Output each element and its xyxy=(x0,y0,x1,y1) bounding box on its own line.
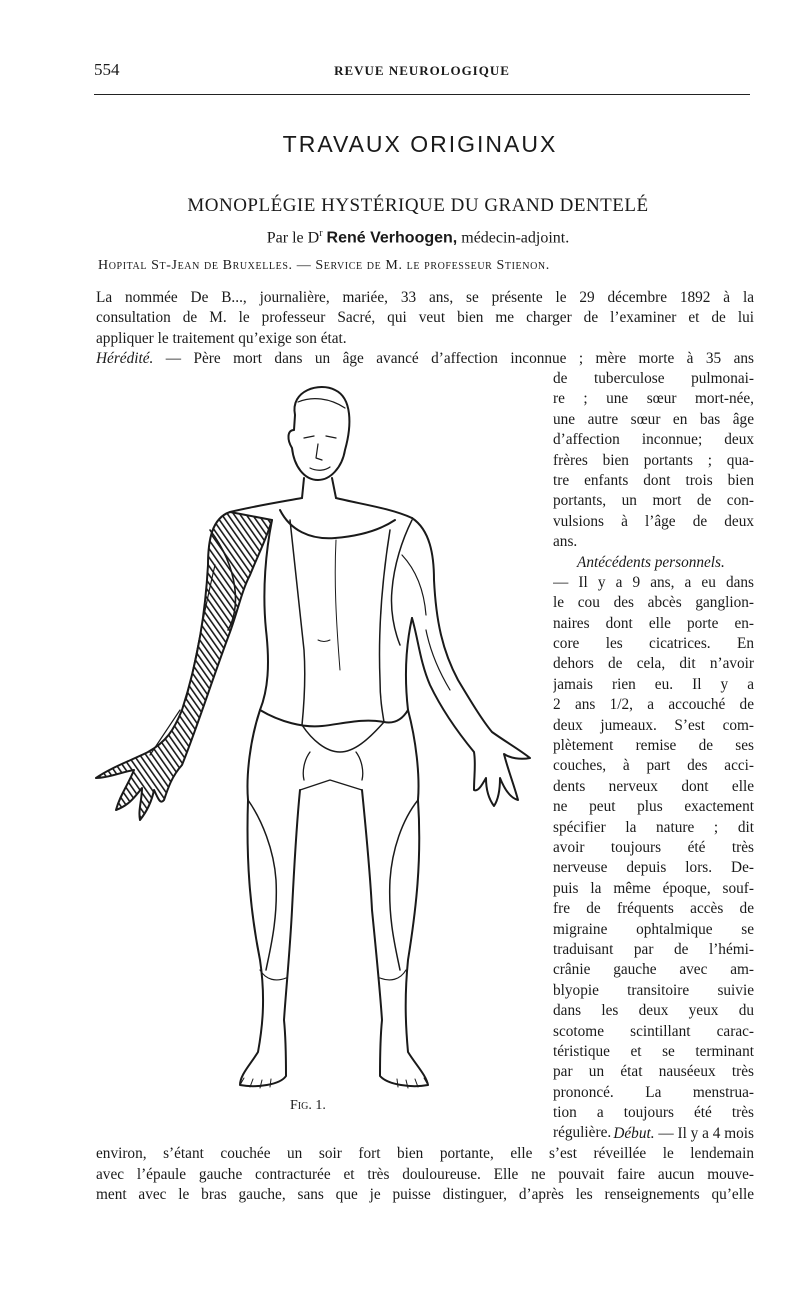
antecedents-label: Antécédents personnels. xyxy=(577,553,725,571)
antecedents-line: 2 ans 1/2, a accouché de xyxy=(553,696,754,714)
heredite-column-line: tre enfants dont trois bien xyxy=(553,471,754,489)
antecedents-line: blyopie transitoire suivie xyxy=(553,981,754,999)
antecedents-line: naires dont elle porte en- xyxy=(553,614,754,632)
byline-sup: r xyxy=(319,228,323,239)
heredite-column-line: d’affection inconnue; deux xyxy=(553,431,754,449)
debut-line: ment avec le bras gauche, sans que je puisse distinguer, d’après les renseignements qu’elle xyxy=(96,1186,754,1204)
antecedents-line: crânie gauche avec am- xyxy=(553,961,754,979)
antecedents-line: avoir toujours été très xyxy=(553,838,754,856)
debut-label: Début. xyxy=(613,1125,655,1142)
antecedents-line: traduisant par de l’hémi- xyxy=(553,940,754,958)
antecedents-line: deux jumeaux. S’est com- xyxy=(553,716,754,734)
antecedents-line: plètement remise de ses xyxy=(553,737,754,755)
intro-line: appliquer le traitement qu’exige son état. xyxy=(96,329,347,347)
header-rule xyxy=(94,94,750,95)
antecedents-line: couches, à part des acci- xyxy=(553,757,754,775)
section-title: TRAVAUX ORIGINAUX xyxy=(282,131,558,157)
heredite-label: Hérédité. xyxy=(96,350,154,367)
antecedents-line: tion a toujours été très xyxy=(553,1104,754,1122)
heredite-column-line: re ; une sœur mort-née, xyxy=(553,390,754,408)
debut-line: avec l’épaule gauche contracturée et très douloureuse. Elle ne pouvait faire aucun mouve- xyxy=(96,1165,754,1183)
debut-line: environ, s’étant couchée un soir fort bien portante, elle s’est réveillée le lendemain xyxy=(96,1145,754,1163)
intro-paragraph xyxy=(96,288,754,349)
heredite-column-line: portants, un mort de con- xyxy=(553,492,754,510)
intro-line: La nommée De B..., journalière, mariée, 33 ans, se présente le 29 décembre 1892 à la xyxy=(96,289,754,306)
antecedents-line: nerveuse depuis lors. De- xyxy=(553,859,754,877)
antecedents-line: dehors de cela, dit n’avoir xyxy=(553,655,754,673)
antecedents-line: par un état nauséeux très xyxy=(553,1063,754,1081)
antecedents-line: téristique et se terminant xyxy=(553,1042,754,1060)
heredite-first-line xyxy=(96,349,754,369)
debut-first-line: — Il y a 4 mois xyxy=(654,1125,754,1142)
debut-lines xyxy=(96,1144,754,1205)
antecedents-line: scotome scintillant carac- xyxy=(553,1022,754,1040)
antecedents-line: dans les deux yeux du xyxy=(553,1002,754,1020)
page-number: 554 xyxy=(94,60,120,79)
antecedents-line: spécifier la nature ; dit xyxy=(553,818,754,836)
heredite-column-line: ans. xyxy=(553,533,578,551)
heredite-text: — Père mort dans un âge avancé d’affection inconnue ; mère morte à 35 ans xyxy=(153,350,754,367)
heredite-column-line: frères bien portants ; qua- xyxy=(553,451,754,469)
antecedents-line: fre de fréquents accès de xyxy=(553,900,754,918)
intro-line: consultation de M. le professeur Sacré, qui veut bien me charger de l’examiner et de lui xyxy=(96,309,754,327)
heredite-column-line: de tuberculose pulmonai- xyxy=(553,370,754,387)
antecedents-line: dents nerveux dont elle xyxy=(553,777,754,795)
antecedents-line: puis la même époque, souf- xyxy=(553,879,754,897)
right-column-text xyxy=(553,369,754,1144)
debut-paragraph xyxy=(96,1124,754,1206)
author-role: médecin-adjoint. xyxy=(461,229,570,247)
journal-title: REVUE NEUROLOGIQUE xyxy=(334,63,510,78)
antecedents-line: jamais rien eu. Il y a xyxy=(553,675,754,693)
article-title: MONOPLÉGIE HYSTÉRIQUE DU GRAND DENTELÉ xyxy=(187,195,649,216)
antecedents-line: prononcé. La menstrua- xyxy=(553,1083,754,1101)
antecedents-line: ne peut plus exactement xyxy=(553,798,754,816)
antecedents-line: régulière. xyxy=(553,1124,612,1142)
byline-prefix: Par le D xyxy=(266,229,320,247)
antecedents-line: core les cicatrices. En xyxy=(553,635,754,653)
running-head xyxy=(94,60,750,82)
figure-caption: Fig. 1. xyxy=(290,1098,326,1113)
heredite-column-line: vulsions à l’âge de deux xyxy=(553,512,754,530)
byline xyxy=(0,228,800,247)
figure-body-diagram xyxy=(90,380,540,1095)
affiliation: Hopital St-Jean de Bruxelles. — Service de M. le professeur Stienon. xyxy=(98,258,550,273)
author-name: René Verhoogen, xyxy=(326,229,458,247)
heredite-column-line: une autre sœur en bas âge xyxy=(553,410,754,428)
antecedents-line: le cou des abcès ganglion- xyxy=(553,594,754,612)
antecedents-line: — Il y a 9 ans, a eu dans xyxy=(553,573,754,591)
antecedents-line: migraine ophtalmique se xyxy=(553,920,754,938)
